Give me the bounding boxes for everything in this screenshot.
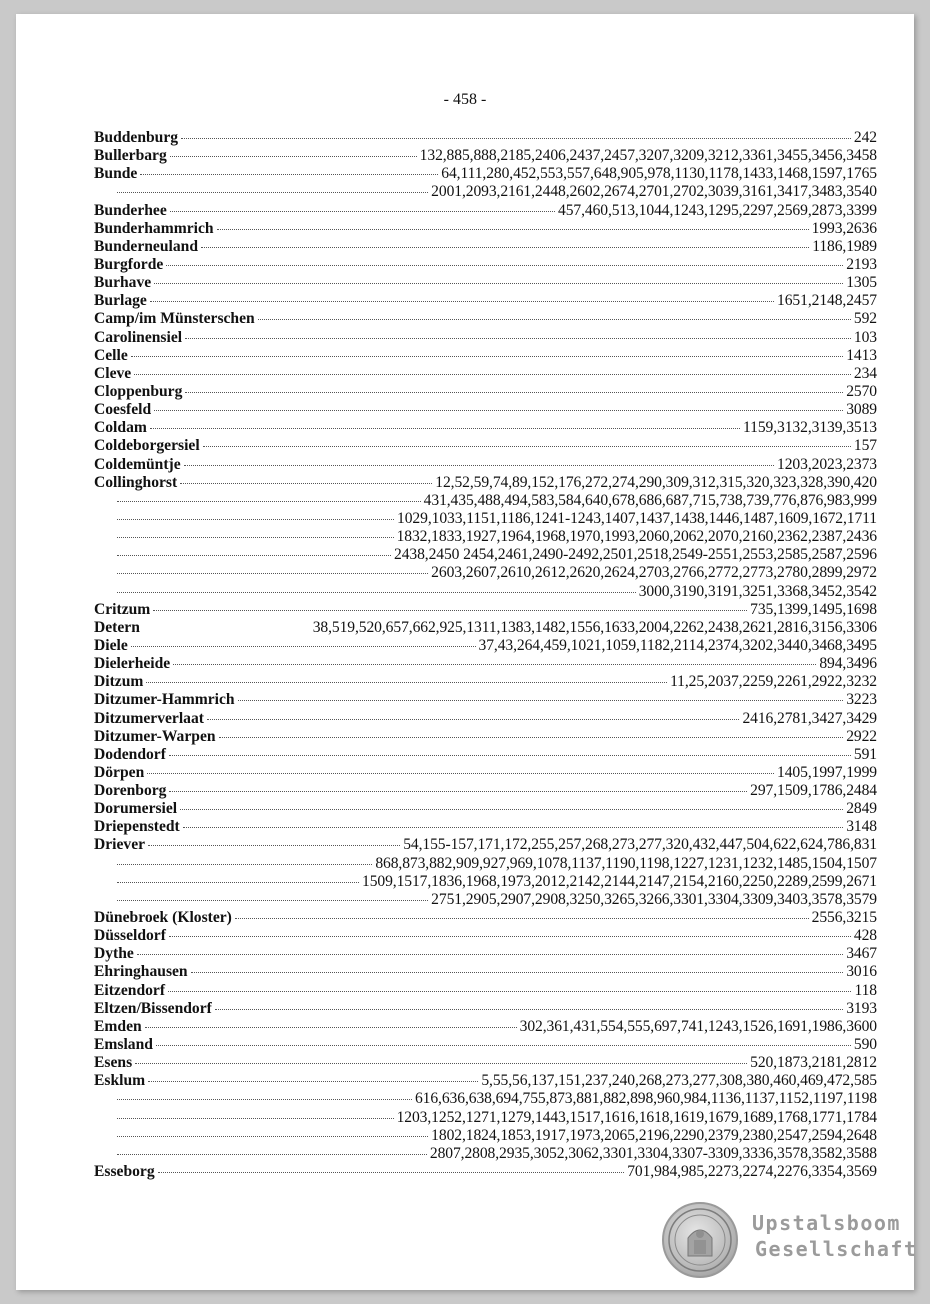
index-entry-continuation [94,1145,877,1163]
reference-numbers: 2416,2781,3427,3429 [742,709,877,727]
dot-leader [140,174,438,175]
place-name: Coldemüntje [94,455,181,473]
place-name: Celle [94,346,128,364]
place-name: Camp/im Münsterschen [94,310,255,328]
reference-numbers: 234 [853,364,877,382]
dot-leader [183,827,843,828]
reference-numbers: 2556,3215 [811,909,877,927]
index-entry [94,347,877,365]
place-name: Eltzen/Bissendorf [94,999,212,1017]
dot-leader [180,809,843,810]
index-entry [94,963,877,981]
dot-leader [117,1154,427,1155]
reference-numbers: 894,3496 [819,655,877,673]
reference-numbers: 2849 [846,800,877,818]
index-entry [94,836,877,854]
index-entry [94,202,877,220]
reference-numbers: 11,25,2037,2259,2261,2922,3232 [670,673,877,691]
reference-numbers: 591 [853,745,877,763]
index-entry-continuation [94,510,877,528]
reference-numbers: 1159,3132,3139,3513 [743,419,877,437]
reference-numbers: 592 [853,310,877,328]
index-entry-continuation [94,1090,877,1108]
reference-numbers: 2807,2808,2935,3052,3062,3301,3304,3307-3309,3336,3578,3582,3588 [429,1144,877,1162]
reference-numbers: 1405,1997,1999 [777,763,877,781]
index-entry [94,619,877,637]
index-entry [94,655,877,673]
seal-icon [662,1202,738,1278]
dot-leader [191,972,844,973]
index-entry [94,945,877,963]
place-name: Ditzum [94,673,144,691]
reference-numbers: 37,43,264,459,1021,1059,1182,2114,2374,3202,3440,3468,3495 [478,636,877,654]
society-stamp [658,1202,918,1280]
reference-numbers: 2922 [846,727,877,745]
index-entry [94,1072,877,1090]
index-entry [94,710,877,728]
place-name: Esklum [94,1072,146,1090]
dot-leader [219,737,844,738]
dot-leader [203,446,851,447]
dot-leader [134,374,851,375]
index-entry [94,165,877,183]
place-name: Coldeborgersiel [94,437,200,455]
place-name: Dörpen [94,763,145,781]
index-entry [94,220,877,238]
dot-leader [117,537,394,538]
dot-leader [184,465,774,466]
reference-numbers: 428 [853,927,877,945]
index-entry [94,764,877,782]
dot-leader [150,301,774,302]
index-entry [94,437,877,455]
reference-numbers: 2570 [846,382,877,400]
dot-leader [145,1027,517,1028]
place-name: Bunderhammrich [94,219,214,237]
index-entry [94,310,877,328]
place-name: Cloppenburg [94,382,183,400]
dot-leader [117,555,391,556]
place-name: Diele [94,636,128,654]
place-name: Emsland [94,1036,153,1054]
dot-leader [258,319,851,320]
index-entry [94,691,877,709]
dot-leader [201,247,809,248]
place-index [94,129,877,1181]
dot-leader [117,900,428,901]
place-name: Burlage [94,292,147,310]
index-entry [94,292,877,310]
dot-leader [117,864,372,865]
place-name: Ditzumerverlaat [94,709,204,727]
index-entry [94,456,877,474]
index-entry [94,782,877,800]
index-entry [94,1054,877,1072]
reference-numbers: 3000,3190,3191,3251,3368,3452,3542 [638,582,877,600]
dot-leader [158,1172,625,1173]
place-name: Critzum [94,600,151,618]
reference-numbers: 457,460,513,1044,1243,1295,2297,2569,2873,3399 [558,201,877,219]
place-name: Dodendorf [94,745,166,763]
index-entry [94,238,877,256]
reference-numbers: 431,435,488,494,583,584,640,678,686,687,715,738,739,776,876,983,999 [423,491,877,509]
index-entry [94,329,877,347]
place-name: Dorenborg [94,782,167,800]
reference-numbers: 103 [853,328,877,346]
place-name: Dielerheide [94,655,171,673]
dot-leader [137,954,843,955]
place-name: Eitzendorf [94,981,166,999]
place-name: Carolinensiel [94,328,183,346]
dot-leader [238,700,844,701]
dot-leader [169,936,851,937]
dot-leader [235,918,809,919]
reference-numbers: 132,885,888,2185,2406,2437,2457,3207,3209,3212,3361,3455,3456,3458 [419,147,877,165]
dot-leader [148,1081,478,1082]
place-name: Detern [94,618,140,636]
place-name: Coldam [94,419,147,437]
reference-numbers: 3193 [846,999,877,1017]
place-name: Driever [94,836,146,854]
dot-leader [146,682,667,683]
reference-numbers: 1993,2636 [811,219,877,237]
index-entry-continuation [94,873,877,891]
index-entry [94,728,877,746]
index-entry [94,1036,877,1054]
reference-numbers: 868,873,882,909,927,969,1078,1137,1190,1198,1227,1231,1232,1485,1504,1507 [375,854,877,872]
dot-leader [154,283,843,284]
reference-numbers: 12,52,59,74,89,152,176,272,274,290,309,312,315,320,323,328,390,420 [435,473,877,491]
reference-numbers: 1203,1252,1271,1279,1443,1517,1616,1618,1619,1679,1689,1768,1771,1784 [396,1108,877,1126]
index-entry [94,909,877,927]
reference-numbers: 157 [853,437,877,455]
reference-numbers: 1832,1833,1927,1964,1968,1970,1993,2060,2062,2070,2160,2362,2387,2436 [396,528,877,546]
place-name: Bunderneuland [94,237,199,255]
reference-numbers: 590 [853,1036,877,1054]
reference-numbers: 3467 [846,945,877,963]
place-name: Dythe [94,945,134,963]
page-number: - 458 - [443,91,487,108]
index-entry-continuation [94,891,877,909]
index-entry [94,927,877,945]
reference-numbers: 1305 [846,274,877,292]
reference-numbers: 2438,2450 2454,2461,2490-2492,2501,2518,2549-2551,2553,2585,2587,2596 [394,546,877,564]
place-name: Cleve [94,364,132,382]
reference-numbers: 118 [854,981,877,999]
index-entry [94,1018,877,1036]
index-entry-continuation [94,546,877,564]
index-entry [94,274,877,292]
place-name: Esseborg [94,1163,155,1181]
reference-numbers: 1413 [846,346,877,364]
reference-numbers: 242 [853,129,877,146]
place-name: Düsseldorf [94,927,166,945]
index-entry [94,365,877,383]
dot-leader [169,755,851,756]
reference-numbers: 1509,1517,1836,1968,1973,2012,2142,2144,2147,2154,2160,2250,2289,2599,2671 [362,872,877,890]
place-name: Coesfeld [94,401,152,419]
index-entry-continuation [94,855,877,873]
dot-leader [173,664,816,665]
reference-numbers: 2193 [846,255,877,273]
place-name: Bunde [94,165,138,183]
dot-leader [170,211,555,212]
society-name-line2: Gesellschaft [755,1237,918,1261]
index-entry-continuation [94,1109,877,1127]
index-entry [94,800,877,818]
reference-numbers: 1186,1989 [812,237,877,255]
dot-leader [166,265,843,266]
reference-numbers: 616,636,638,694,755,873,881,882,898,960,984,1136,1137,1152,1197,1198 [414,1090,877,1108]
dot-leader [180,483,432,484]
reference-numbers: 1802,1824,1853,1917,1973,2065,2196,2290,2379,2380,2547,2594,2648 [431,1126,877,1144]
society-name-line1: Upstalsboom [752,1211,901,1235]
reference-numbers: 297,1509,1786,2484 [750,782,877,800]
dot-leader [181,138,851,139]
reference-numbers: 5,55,56,137,151,237,240,268,273,277,308,380,460,469,472,585 [481,1072,877,1090]
place-name: Buddenburg [94,129,179,146]
index-entry [94,383,877,401]
dot-leader [150,428,740,429]
index-entry-continuation [94,1127,877,1145]
reference-numbers: 302,361,431,554,555,697,741,1243,1526,1691,1986,3600 [519,1017,877,1035]
place-name: Ditzumer-Hammrich [94,691,235,709]
dot-leader [117,882,359,883]
index-entry-continuation [94,564,877,582]
dot-leader [207,719,739,720]
place-name: Bunderhee [94,201,167,219]
dot-leader [154,410,843,411]
index-entry-continuation [94,183,877,201]
dot-leader [153,610,747,611]
reference-numbers: 3089 [846,401,877,419]
index-entry [94,419,877,437]
index-entry-continuation [94,492,877,510]
reference-numbers: 54,155-157,171,172,255,257,268,273,277,320,432,447,504,622,624,786,831 [403,836,877,854]
reference-numbers: 1651,2148,2457 [777,292,877,310]
place-name: Burhave [94,274,152,292]
index-entry-continuation [94,528,877,546]
dot-leader [117,573,428,574]
dot-leader [131,356,843,357]
reference-numbers: 2001,2093,2161,2448,2602,2674,2701,2702,3039,3161,3417,3483,3540 [431,183,877,201]
reference-numbers: 3016 [846,963,877,981]
dot-leader [117,192,428,193]
index-entry [94,147,877,165]
dot-leader [215,1009,843,1010]
dot-leader [117,1136,428,1137]
dot-leader [170,156,417,157]
place-name: Burgforde [94,255,164,273]
place-name: Dünebroek (Kloster) [94,909,232,927]
reference-numbers: 1203,2023,2373 [777,455,877,473]
dot-leader [117,1099,412,1100]
dot-leader [169,791,747,792]
index-entry [94,818,877,836]
dot-leader [117,519,394,520]
index-entry [94,673,877,691]
reference-numbers: 1029,1033,1151,1186,1241-1243,1407,1437,1438,1446,1487,1609,1672,1711 [397,509,877,527]
index-entry-continuation [94,583,877,601]
reference-numbers: 701,984,985,2273,2274,2276,3354,3569 [627,1163,877,1181]
place-name: Bullerbarg [94,147,167,165]
index-entry [94,601,877,619]
place-name: Ehringhausen [94,963,188,981]
place-name: Collinghorst [94,473,178,491]
place-name: Ditzumer-Warpen [94,727,216,745]
reference-numbers: 520,1873,2181,2812 [750,1054,877,1072]
place-name: Dorumersiel [94,800,178,818]
dot-leader [185,392,843,393]
reference-numbers: 3223 [846,691,877,709]
reference-numbers: 735,1399,1495,1698 [750,600,877,618]
dot-leader [156,1045,851,1046]
dot-leader [117,1118,394,1119]
index-entry [94,129,877,147]
reference-numbers: 2751,2905,2907,2908,3250,3265,3266,3301,3304,3309,3403,3578,3579 [431,890,877,908]
place-name: Esens [94,1054,133,1072]
place-name: Emden [94,1017,142,1035]
reference-numbers: 2603,2607,2610,2612,2620,2624,2703,2766,2772,2773,2780,2899,2972 [431,564,877,582]
dot-leader [147,773,774,774]
dot-leader [148,845,400,846]
index-entry [94,746,877,764]
index-entry [94,1000,877,1018]
dot-leader [135,1063,747,1064]
dot-leader [117,592,636,593]
index-entry [94,637,877,655]
dot-leader [217,229,809,230]
index-entry [94,1163,877,1181]
society-name [752,1210,918,1262]
reference-numbers: 64,111,280,452,553,557,648,905,978,1130,1178,1433,1468,1597,1765 [441,165,877,183]
dot-leader [117,501,421,502]
reference-numbers: 3148 [846,818,877,836]
index-entry [94,256,877,274]
document-page [16,14,918,1290]
index-entry [94,982,877,1000]
reference-numbers: 38,519,520,657,662,925,1311,1383,1482,1556,1633,2004,2262,2438,2621,2816,3156,3306 [312,618,877,636]
dot-leader [185,338,851,339]
dot-leader [168,991,851,992]
index-entry [94,401,877,419]
dot-leader [131,646,476,647]
place-name: Driepenstedt [94,818,180,836]
index-entry [94,474,877,492]
